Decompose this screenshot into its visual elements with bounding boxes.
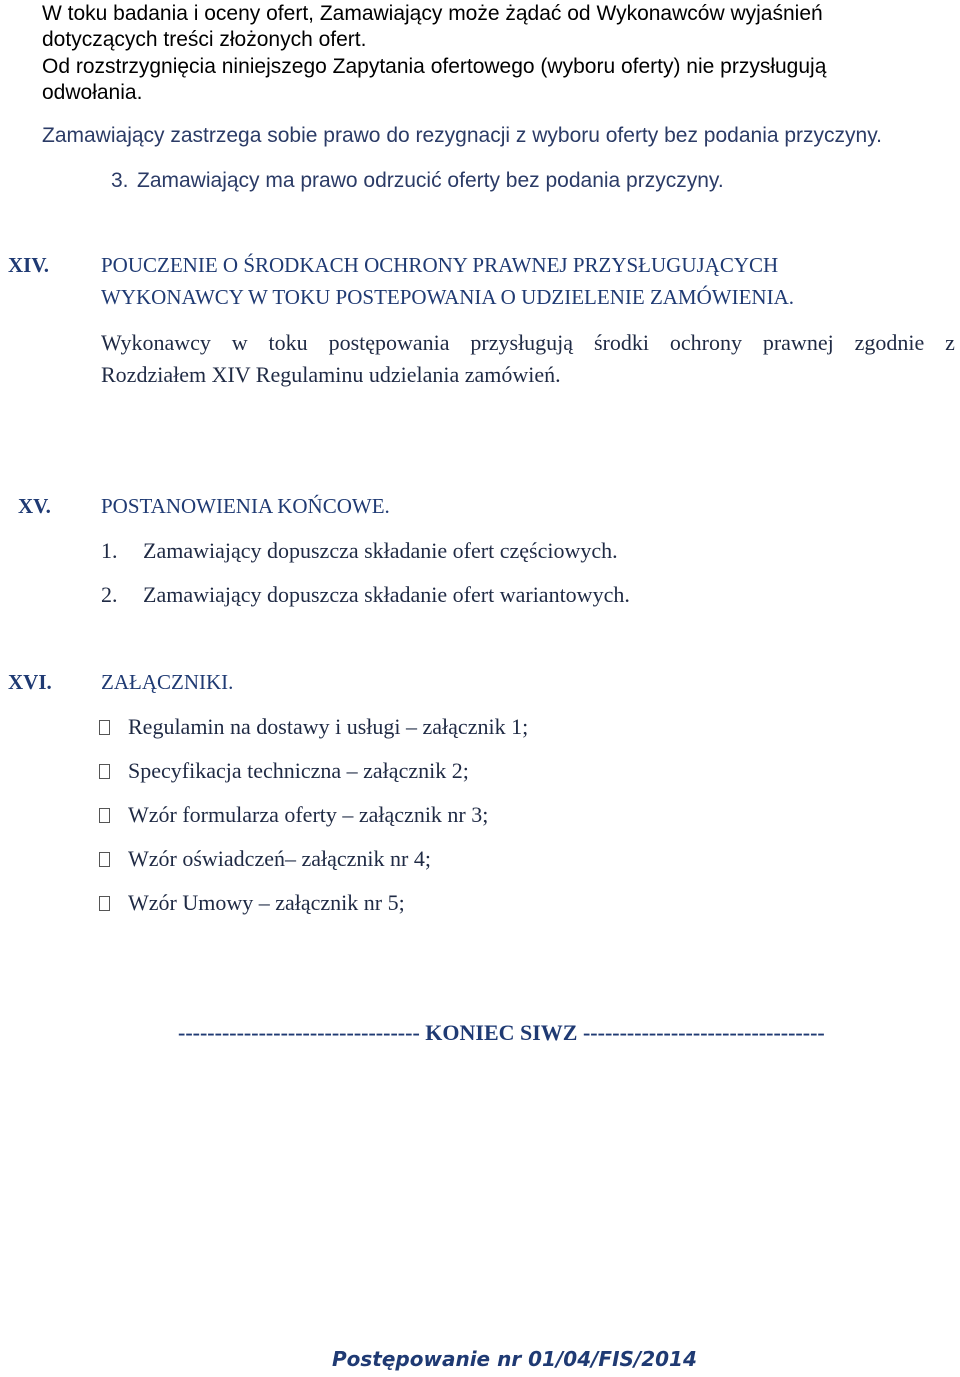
word: zgodnie [854, 330, 925, 355]
section-xv-title: POSTANOWIENIA KOŃCOWE. [101, 494, 390, 518]
bullet-box-icon [99, 852, 110, 867]
attachment-item: Wzór oświadczeń– załącznik nr 4; [99, 846, 431, 872]
word: Wykonawcy [101, 330, 211, 355]
attachment-item: Specyfikacja techniczna – załącznik 2; [99, 758, 469, 784]
bullet-box-icon [99, 764, 110, 779]
section-xiv-title-line-2: WYKONAWCY W TOKU POSTEPOWANIA O UDZIELENIE ZAMÓWIENIA. [101, 285, 794, 309]
word: ochrony [669, 330, 742, 355]
bullet-box-icon [99, 808, 110, 823]
intro-line-3: Od rozstrzygnięcia niniejszego Zapytania ofertowego (wyboru oferty) nie przysługują [42, 55, 827, 78]
section-xvi-title: ZAŁĄCZNIKI. [101, 670, 234, 694]
word: środki [593, 330, 649, 355]
section-xiv-body-line-2: Rozdziałem XIV Regulaminu udzielania zamówień. [101, 362, 561, 387]
end-of-document-marker: --------------------------------- KONIEC SIWZ --------------------------------- [178, 1020, 825, 1045]
intro-item-3-number: 3. [111, 169, 129, 192]
bullet-box-icon [99, 720, 110, 735]
word: postępowania [328, 330, 450, 355]
attachment-item: Wzór formularza oferty – załącznik nr 3; [99, 802, 488, 828]
attachment-item: Wzór Umowy – załącznik nr 5; [99, 890, 405, 916]
intro-line-5: Zamawiający zastrzega sobie prawo do rezygnacji z wyboru oferty bez podania przyczyny. [42, 124, 882, 147]
section-xv-number: XV. [18, 494, 51, 518]
section-xiv-number: XIV. [8, 253, 50, 277]
intro-line-1: W toku badania i oceny ofert, Zamawiający może żądać od Wykonawców wyjaśnień [42, 2, 823, 25]
section-xvi-number: XVI. [8, 670, 52, 694]
word: prawnej [762, 330, 834, 355]
intro-line-2: dotyczących treści złożonych ofert. [42, 28, 367, 51]
section-xiv-body-line-1 [101, 330, 955, 356]
intro-item-3-text: Zamawiający ma prawo odrzucić oferty bez podania przyczyny. [137, 169, 724, 192]
section-xv-item-1-text: Zamawiający dopuszcza składanie ofert częściowych. [143, 538, 618, 563]
bullet-box-icon [99, 896, 110, 911]
section-xv-item-2-text: Zamawiający dopuszcza składanie ofert wariantowych. [143, 582, 630, 607]
word: przysługują [470, 330, 574, 355]
section-xv-item-2-number: 2. [101, 582, 118, 607]
section-xv-item-1-number: 1. [101, 538, 118, 563]
section-xiv-title-line-1: POUCZENIE O ŚRODKACH OCHRONY PRAWNEJ PRZYSŁUGUJĄCYCH [101, 253, 779, 277]
footer-procedure-number: Postępowanie nr 01/04/FIS/2014 [332, 1347, 697, 1371]
word: z [945, 330, 955, 355]
attachment-item: Regulamin na dostawy i usługi – załącznik 1; [99, 714, 528, 740]
intro-line-4: odwołania. [42, 81, 143, 104]
word: toku [268, 330, 308, 355]
word: w [231, 330, 248, 355]
